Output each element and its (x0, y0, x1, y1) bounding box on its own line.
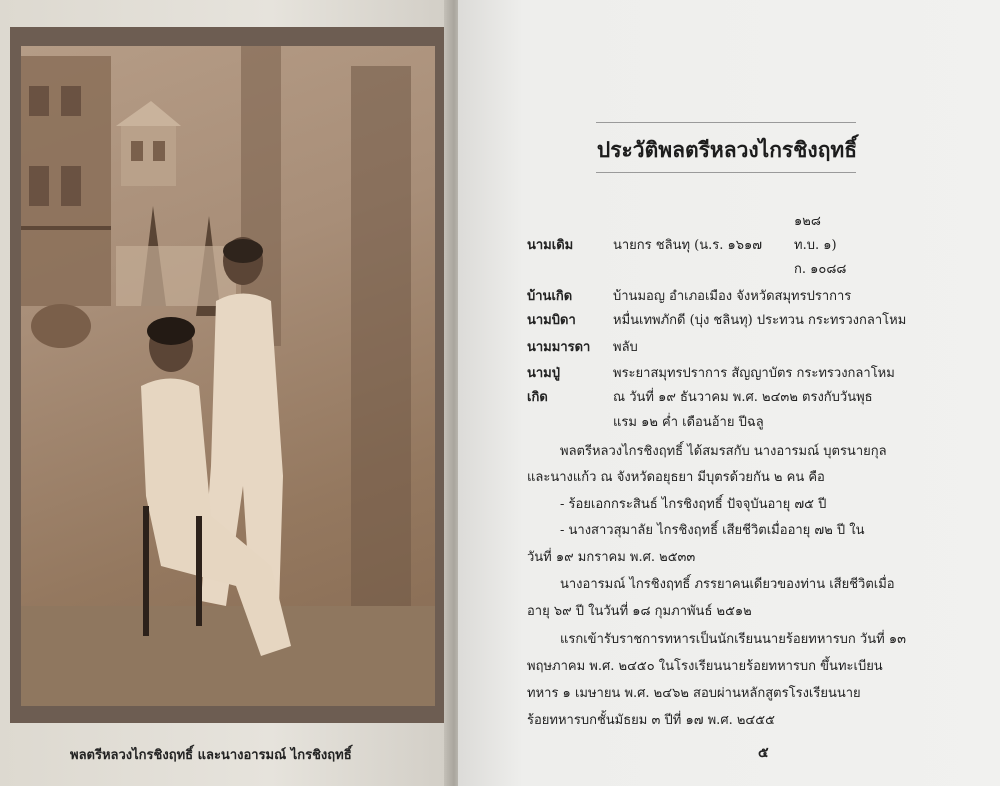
field-value-grandfather: พระยาสมุทรปราการ สัญญาบัตร กระทรวงกลาโหม (613, 366, 895, 381)
page-title: ประวัติพลตรีหลวงไกรชิงฤทธิ์ (596, 137, 858, 162)
photograph-illustration (21, 46, 435, 706)
field-value-birthplace: บ้านมอญ อำเภอเมือง จังหวัดสมุทรปราการ (613, 289, 852, 304)
list-item-child-1: - ร้อยเอกกระสินธ์ ไกรชิงฤทธิ์ ปัจจุบันอายุ ๗๕ ปี (560, 497, 827, 512)
couple-photograph (21, 46, 435, 706)
list-item-child-2: - นางสาวสุมาลัย ไกรชิงฤทธิ์ เสียชีวิตเมื่ออายุ ๗๒ ปี ใน (560, 523, 865, 538)
title-rule-bottom (596, 172, 856, 173)
paragraph-line: ร้อยทหารบกชั้นมัธยม ๓ ปีที่ ๑๗ พ.ศ. ๒๔๕๕ (527, 713, 775, 728)
field-label-born: เกิด (527, 390, 548, 405)
paragraph-line: ทหาร ๑ เมษายน พ.ศ. ๒๔๖๒ สอบผ่านหลักสูตรโรงเรียนนาย (527, 686, 861, 701)
paragraph-line: และนางแก้ว ณ จังหวัดอยุธยา มีบุตรด้วยกัน ๒ คน คือ (527, 470, 825, 485)
cadet-number-line-3: ก. ๑๐๘๘ (794, 262, 847, 277)
field-value-born: ณ วันที่ ๑๙ ธันวาคม พ.ศ. ๒๔๓๒ ตรงกับวันพุธ (613, 390, 873, 405)
paragraph-line: วันที่ ๑๙ มกราคม พ.ศ. ๒๕๓๓ (527, 550, 696, 565)
field-label-father: นามบิดา (527, 313, 576, 328)
paragraph-line: พฤษภาคม พ.ศ. ๒๔๕๐ ในโรงเรียนนายร้อยทหารบก ขึ้นทะเบียน (527, 659, 883, 674)
title-rule-top (596, 122, 856, 123)
field-value-mother: พลับ (613, 340, 638, 355)
paragraph-line: แรกเข้ารับราชการทหารเป็นนักเรียนนายร้อยทหารบก วันที่ ๑๓ (560, 632, 906, 647)
field-value-born-cont: แรม ๑๒ ค่ำ เดือนอ้าย ปีฉลู (613, 415, 764, 430)
field-value-father: หมื่นเทพภักดี (บุ่ง ชลินทุ) ประทวน กระทรวงกลาโหม (613, 313, 907, 328)
cadet-number-line-2: ท.บ. ๑) (794, 238, 837, 253)
cadet-number-line-1: ๑๒๘ (794, 214, 821, 229)
paragraph-line: พลตรีหลวงไกรชิงฤทธิ์ ได้สมรสกับ นางอารมณ์ บุตรนายกุล (560, 444, 887, 459)
field-label-grandfather: นามปู่ (527, 366, 561, 381)
photo-caption: พลตรีหลวงไกรชิงฤทธิ์ และนางอารมณ์ ไกรชิงฤทธิ์ (70, 748, 352, 763)
paragraph-line: อายุ ๖๙ ปี ในวันที่ ๑๘ กุมภาพันธ์ ๒๕๑๒ (527, 604, 752, 619)
field-value-birth-name: นายกร ชลินทุ (น.ร. ๑๖๑๗ (613, 238, 763, 253)
field-label-birth-name: นามเดิม (527, 238, 574, 253)
page-number: ๕ (758, 745, 769, 761)
field-label-mother: นามมารดา (527, 340, 591, 355)
paragraph-line: นางอารมณ์ ไกรชิงฤทธิ์ ภรรยาคนเดียวของท่าน เสียชีวิตเมื่อ (560, 577, 895, 592)
field-label-birthplace: บ้านเกิด (527, 289, 573, 304)
